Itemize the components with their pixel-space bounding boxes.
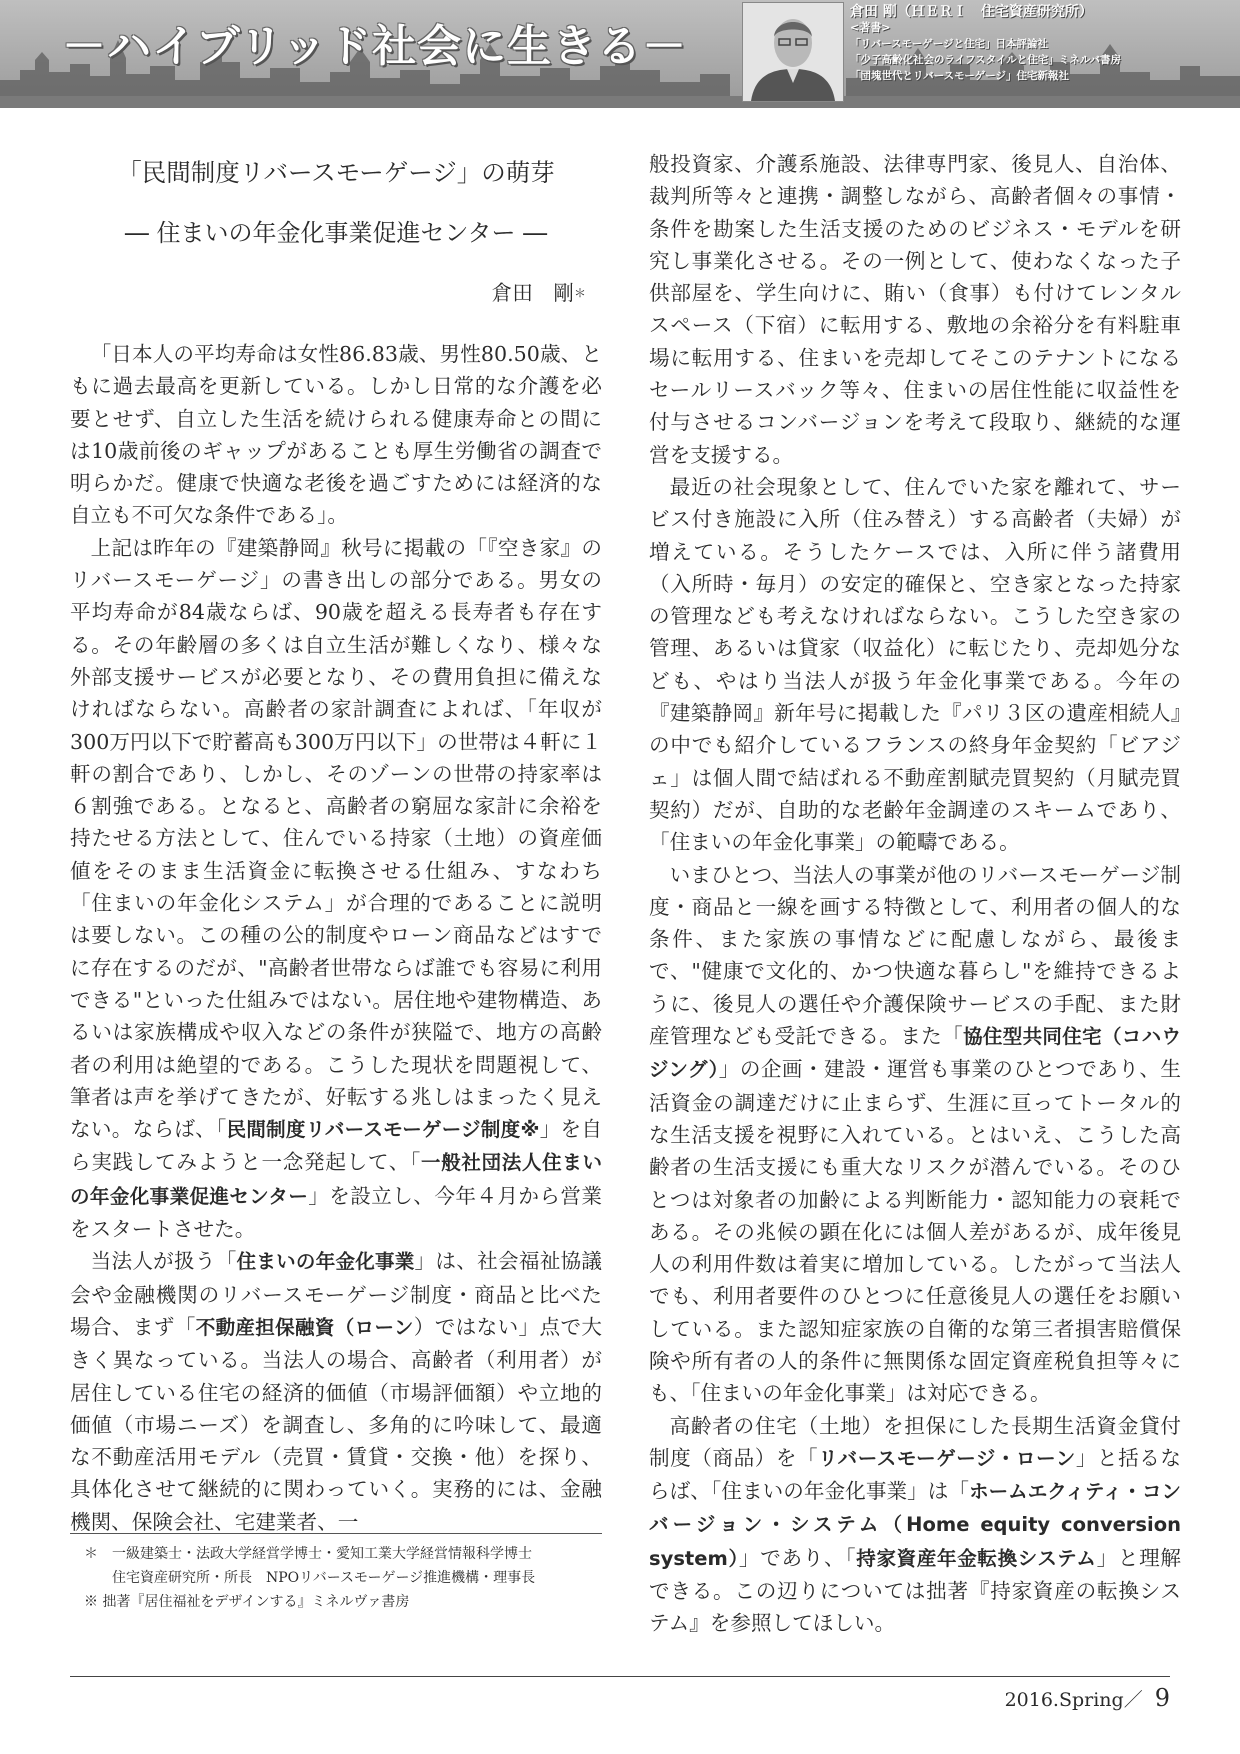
bio-name: 倉田 剛（ＨＥＲＩ 住宅資産研究所） [850,4,1093,20]
bio-book: 「団塊世代とリバースモーゲージ」住宅新報社 [850,70,1070,82]
article-subtitle: ― 住まいの年金化事業促進センター ― [124,219,548,247]
issue-label: 2016.Spring／ [1004,1689,1143,1711]
highlight-term: ホームエクィティ・コンバージョン・システム（Home equity conversion system） [649,1480,1181,1570]
series-header [0,0,1240,108]
footnote: ※ 拙著『居住福祉をデザインする』ミネルヴァ書房 [84,1594,410,1610]
author-photo [742,2,844,102]
paragraph: 「日本人の平均寿命は女性86.83歳、男性80.50歳、ともに過去最高を更新している。しかし日常的な介護を必要とせず、自立した生活を続けられる健康寿命との間には10歳前後のギャップがあることも厚生労働省の調査で明らかだ。健康で快適な老後を過ごすためには経済的な自立も不可欠な条件である」。 [70,342,602,528]
bio-book: 「少子高齢化社会のライフスタイルと住宅」ミネルバ書房 [850,54,1122,66]
page-number: 9 [1154,1684,1170,1712]
bio-book: 「リバースモーゲージと住宅」日本評論社 [850,38,1049,50]
highlight-term: リバースモーゲージ・ローン [818,1446,1076,1470]
footnote: 住宅資産研究所・所長 NPOリバースモーゲージ推進機構・理事長 [84,1570,536,1586]
author-footnote-mark: ＊ [573,286,586,300]
paragraph: 当法人が扱う「住まいの年金化事業」は、社会福祉協議会や金融機関のリバースモーゲージ制度・商品と比べた場合、まず「不動産担保融資（ローン）ではない」点で大きく異なっている。当法人の場合、高齢者（利用者）が居住している住宅の経済的価値（市場評価額）や立地的価値（市場ニーズ）を調査し、多角的に吟味して、最適な不動産活用モデル（売買・賃貸・交換・他）を探り、具体化させて継続的に関わっていく。実務的には、金融機関、保険会社、宅建業者、一 [70,1249,603,1534]
article-column-left [70,150,602,1538]
footnotes [84,1542,604,1614]
page-footer [1005,1684,1170,1712]
highlight-term: 住まいの年金化事業 [236,1250,415,1274]
paragraph: 最近の社会現象として、住んでいた家を離れて、サービス付き施設に入所（住み替え）する高齢者（夫婦）が増えている。そうしたケースでは、入所に伴う諸費用（入所時・毎月）の安定的確保と、空き家となった持家の管理なども考えなければならない。こうした空き家の管理、あるいは貸家（収益化）に転じたり、売却処分なども、やはり当法人が扱う年金化事業である。今年の『建築静岡』新年号に掲載した『パリ３区の遺産相続人』の中でも紹介しているフランスの終身年金契約「ビアジェ」は個人間で結ばれる不動産割賦売買契約（月賦売買契約）だが、自助的な老齢年金調達のスキームであり、「住まいの年金化事業」の範疇である。 [649,474,1181,855]
author-bio [850,4,1236,84]
highlight-term: 持家資産年金転換システム [856,1546,1097,1570]
highlight-term: 不動産担保融資（ローン [195,1315,414,1339]
footer-divider [70,1676,1170,1677]
highlight-term: 一般社団法人住まいの年金化事業促進センター [70,1151,602,1208]
article-title: 「民間制度リバースモーゲージ」の萌芽 [117,158,555,187]
paragraph: 高齢者の住宅（土地）を担保にした長期生活資金貸付制度（商品）を「リバースモーゲージ・ローン」と括るならば、「住まいの年金化事業」は「ホームエクィティ・コンバージョン・システム（Home equity conversion system）」であり、「持家資産年金転換システム」と理解できる。この辺りについては拙著『持家資産の転換システム』を参照してほしい。 [649,1413,1182,1636]
paragraph: いまひとつ、当法人の事業が他のリバースモーゲージ制度・商品と一線を画する特徴として、利用者の個人的な条件、また家族の事情などに配慮しながら、最後まで、"健康で文化的、かつ快適な暮らし"を維持できるように、後見人の選任や介護保険サービスの手配、また財産管理なども受託できる。また「協住型共同住宅（コハウジング）」の企画・建設・運営も事業のひとつであり、生活資金の調達だけに止まらず、生涯に亘ってトータル的な生活支援を視野に入れている。とはいえ、こうした高齢者の生活支援にも重大なリスクが潜んでいる。そのひとつは対象者の加齢による判断能力・認知能力の衰耗である。その兆候の顕在化には個人差があるが、成年後見人の利用件数は着実に増加している。したがって当法人でも、利用者要件のひとつに任意後見人の選任をお願いしている。また認知症家族の自衛的な第三者損害賠償保険や所有者の人的条件に無関係な固定資産税負担等々にも、「住まいの年金化事業」は対応できる。 [649,862,1181,1406]
bio-books-label: <著書> [850,21,891,34]
series-title: －ハイブリッド社会に生きる－ [62,21,688,72]
article-column-right [649,148,1181,1640]
author-byline [70,276,602,310]
highlight-term: 協住型共同住宅（コハウジング） [649,1025,1181,1082]
author-name: 倉田 剛 [491,281,574,305]
highlight-term: 民間制度リバースモーゲージ制度※ [226,1118,540,1142]
paragraph: 上記は昨年の『建築静岡』秋号に掲載の「『空き家』のリバースモーゲージ」の書き出しの部分である。男女の平均寿命が84歳ならば、90歳を超える長寿者も存在する。その年齢層の多くは自立生活が難しくなり、様々な外部支援サービスが必要となり、その費用負担に備えなければならない。高齢者の家計調査によれば、「年収が300万円以下で貯蓄高も300万円以下」の世帯は４軒に１軒の割合であり、しかし、そのゾーンの世帯の持家率は６割強である。となると、高齢者の窮屈な家計に余裕を持たせる方法として、住んでいる持家（土地）の資産価値をそのまま生活資金に転換させる仕組み、すなわち「住まいの年金化システム」が合理的であることに説明は要しない。この種の公的制度やローン商品などはすでに存在するのだが、"高齢者世帯ならば誰でも容易に利用できる"といった仕組みではない。居住地や建物構造、あるいは家族構成や収入などの条件が狭隘で、地方の高齢者の利用は絶望的である。こうした現状を問題視して、筆者は声を挙げてきたが、好転する兆しはまったく見えない。ならば、「民間制度リバースモーゲージ制度※」を自ら実践してみようと一念発起して、「一般社団法人住まいの年金化事業促進センター」を設立し、今年４月から営業をスタートさせた。 [70,535,603,1242]
paragraph: 般投資家、介護系施設、法律専門家、後見人、自治体、裁判所等々と連携・調整しながら、高齢者個々の事情・条件を勘案した生活支援のためのビジネス・モデルを研究し事業化させる。その一例として、使わなくなった子供部屋を、学生向けに、賄い（食事）も付けてレンタルスペース（下宿）に転用する、敷地の余裕分を有料駐車場に転用する、住まいを売却してそこのテナントになるセールリースバック等々、住まいの居住性能に収益性を付与させるコンバージョンを考えて段取り、継続的な運営を支援する。 [649,152,1181,467]
footnote: ＊ 一級建築士・法政大学経営学博士・愛知工業大学経営情報科学博士 [84,1546,532,1562]
footnote-divider [70,1533,602,1534]
